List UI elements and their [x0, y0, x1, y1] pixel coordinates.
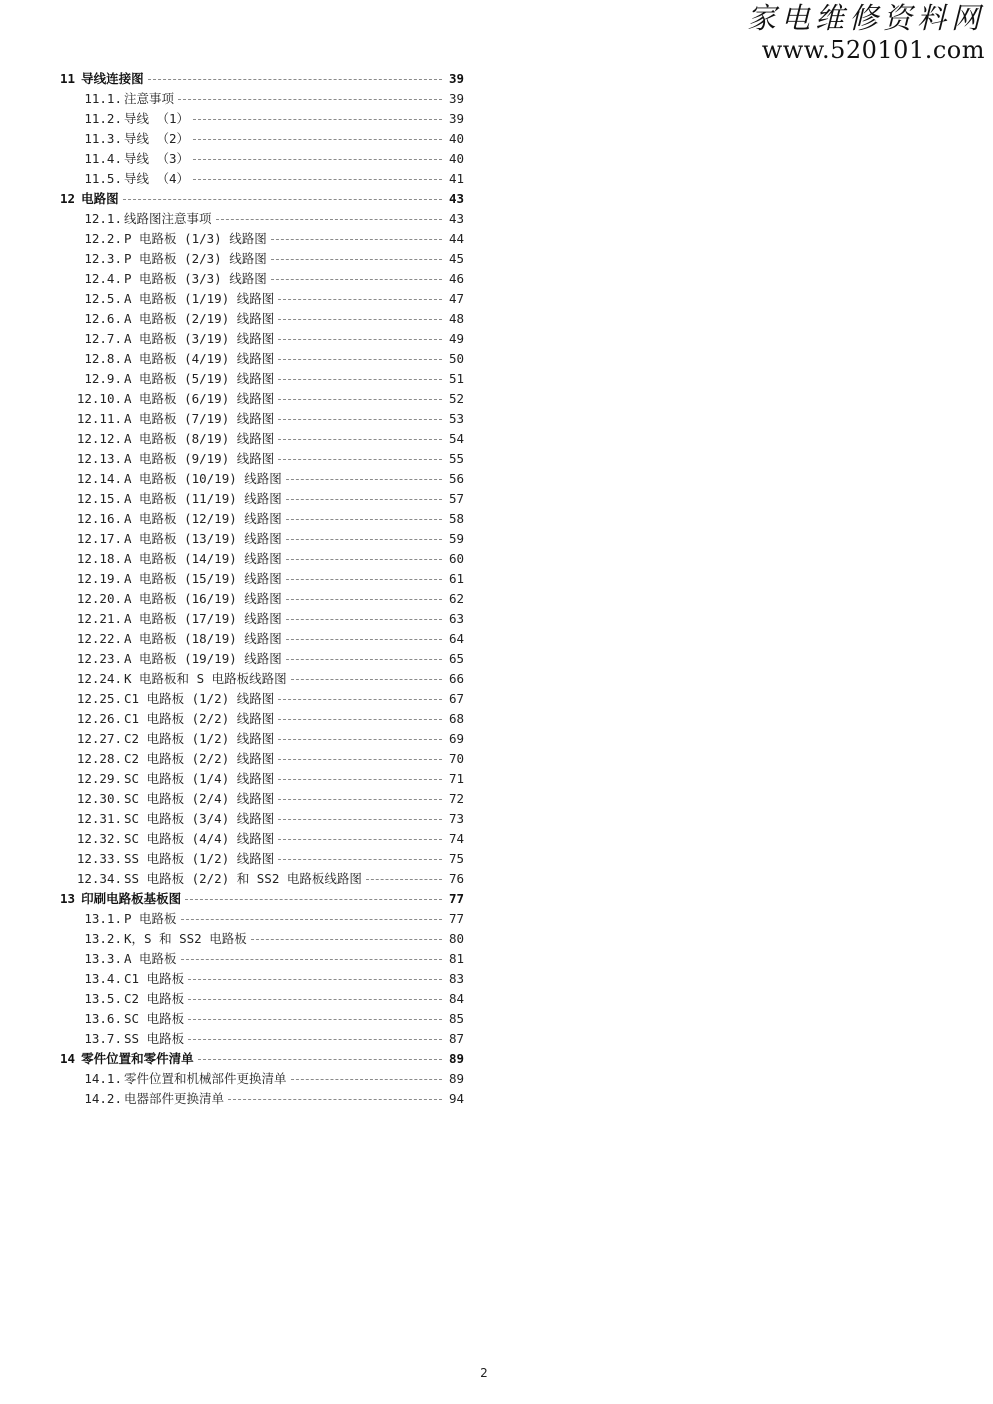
toc-entry-page: 58 [448, 510, 464, 526]
toc-entry-label: A 电路板 (14/19) 线路图 [124, 551, 282, 566]
toc-entry-page: 44 [448, 230, 464, 246]
toc-section-entry[interactable] [60, 128, 464, 148]
toc-dot-leader [123, 199, 442, 200]
toc-section-entry[interactable] [60, 308, 464, 328]
toc-entry-number: 13.1. [84, 910, 122, 926]
toc-section-entry[interactable] [60, 968, 464, 988]
toc-entry-number: 12.1. [84, 210, 122, 226]
toc-entry-page: 89 [448, 1050, 464, 1066]
toc-entry-label: P 电路板 (3/3) 线路图 [124, 271, 267, 286]
toc-dot-leader [286, 519, 442, 520]
toc-chapter-entry[interactable] [60, 1048, 464, 1068]
toc-dot-leader [286, 599, 442, 600]
toc-dot-leader [286, 579, 442, 580]
toc-section-entry[interactable] [60, 328, 464, 348]
toc-dot-leader [286, 639, 442, 640]
toc-section-entry[interactable] [60, 848, 464, 868]
toc-dot-leader [291, 1079, 442, 1080]
toc-dot-leader [278, 419, 442, 420]
toc-section-entry[interactable] [60, 1028, 464, 1048]
toc-dot-leader [251, 939, 442, 940]
toc-entry-label: SC 电路板 (4/4) 线路图 [124, 831, 275, 846]
toc-dot-leader [278, 839, 442, 840]
toc-section-entry[interactable] [60, 88, 464, 108]
toc-entry-page: 84 [448, 990, 464, 1006]
toc-entry-page: 77 [448, 890, 464, 906]
toc-entry-number: 12.30. [76, 790, 122, 806]
toc-dot-leader [286, 619, 442, 620]
toc-entry-number: 14.1. [84, 1070, 122, 1086]
toc-entry-label: C1 电路板 [124, 971, 185, 986]
toc-dot-leader [193, 179, 442, 180]
toc-section-entry[interactable] [60, 728, 464, 748]
toc-entry-label: A 电路板 (13/19) 线路图 [124, 531, 282, 546]
toc-dot-leader [278, 399, 442, 400]
toc-entry-label: C2 电路板 (2/2) 线路图 [124, 751, 275, 766]
toc-entry-page: 63 [448, 610, 464, 626]
toc-entry-number: 12.11. [76, 410, 122, 426]
toc-dot-leader [193, 119, 442, 120]
toc-entry-page: 76 [448, 870, 464, 886]
toc-dot-leader [278, 739, 442, 740]
toc-entry-label: A 电路板 (9/19) 线路图 [124, 451, 275, 466]
toc-entry-number: 12.8. [84, 350, 122, 366]
toc-section-entry[interactable] [60, 428, 464, 448]
toc-entry-page: 70 [448, 750, 464, 766]
toc-entry-page: 67 [448, 690, 464, 706]
toc-entry-number: 13.2. [84, 930, 122, 946]
toc-entry-number: 12.33. [76, 850, 122, 866]
toc-dot-leader [286, 479, 442, 480]
toc-entry-number: 12.20. [76, 590, 122, 606]
toc-dot-leader [278, 379, 442, 380]
toc-entry-label: SC 电路板 (1/4) 线路图 [124, 771, 275, 786]
toc-entry-page: 61 [448, 570, 464, 586]
toc-entry-number: 12.17. [76, 530, 122, 546]
toc-entry-page: 81 [448, 950, 464, 966]
toc-entry-label: A 电路板 (8/19) 线路图 [124, 431, 275, 446]
toc-section-entry[interactable] [60, 268, 464, 288]
toc-entry-number: 11.4. [84, 150, 122, 166]
toc-entry-page: 66 [448, 670, 464, 686]
toc-entry-page: 73 [448, 810, 464, 826]
toc-dot-leader [366, 879, 442, 880]
toc-entry-label: 导线连接图 [81, 71, 144, 86]
toc-entry-number: 12.7. [84, 330, 122, 346]
toc-entry-page: 74 [448, 830, 464, 846]
toc-entry-label: A 电路板 (11/19) 线路图 [124, 491, 282, 506]
toc-dot-leader [286, 539, 442, 540]
toc-entry-label: 导线 （3） [124, 151, 190, 166]
toc-entry-label: A 电路板 (15/19) 线路图 [124, 571, 282, 586]
toc-dot-leader [181, 919, 442, 920]
toc-dot-leader [278, 319, 442, 320]
toc-section-entry[interactable] [60, 448, 464, 468]
toc-entry-label: A 电路板 (10/19) 线路图 [124, 471, 282, 486]
toc-entry-label: A 电路板 (3/19) 线路图 [124, 331, 275, 346]
toc-entry-label: C1 电路板 (1/2) 线路图 [124, 691, 275, 706]
toc-section-entry[interactable] [60, 148, 464, 168]
toc-entry-number: 12.24. [76, 670, 122, 686]
toc-entry-page: 69 [448, 730, 464, 746]
toc-entry-number: 13.6. [84, 1010, 122, 1026]
toc-section-entry[interactable] [60, 288, 464, 308]
toc-entry-page: 51 [448, 370, 464, 386]
toc-entry-page: 52 [448, 390, 464, 406]
toc-entry-number: 11.3. [84, 130, 122, 146]
toc-entry-label: 导线 （2） [124, 131, 190, 146]
toc-dot-leader [271, 239, 442, 240]
toc-entry-page: 77 [448, 910, 464, 926]
toc-section-entry[interactable] [60, 108, 464, 128]
toc-dot-leader [278, 459, 442, 460]
toc-entry-label: SS 电路板 (2/2) 和 SS2 电路板线路图 [124, 871, 362, 886]
toc-section-entry[interactable] [60, 548, 464, 568]
toc-entry-label: P 电路板 (1/3) 线路图 [124, 231, 267, 246]
page-number: 2 [480, 1366, 488, 1380]
toc-entry-number: 12.27. [76, 730, 122, 746]
toc-entry-page: 64 [448, 630, 464, 646]
toc-dot-leader [286, 499, 442, 500]
toc-entry-label: P 电路板 (2/3) 线路图 [124, 251, 267, 266]
toc-entry-number: 14 [60, 1050, 76, 1066]
toc-section-entry[interactable] [60, 168, 464, 188]
toc-entry-page: 83 [448, 970, 464, 986]
toc-entry-number: 12 [60, 190, 76, 206]
toc-entry-number: 13.7. [84, 1030, 122, 1046]
toc-dot-leader [278, 299, 442, 300]
toc-entry-page: 80 [448, 930, 464, 946]
toc-dot-leader [286, 559, 442, 560]
toc-entry-number: 12.31. [76, 810, 122, 826]
toc-section-entry[interactable] [60, 488, 464, 508]
toc-dot-leader [278, 359, 442, 360]
toc-entry-page: 40 [448, 130, 464, 146]
toc-entry-page: 54 [448, 430, 464, 446]
toc-entry-number: 12.10. [76, 390, 122, 406]
toc-section-entry[interactable] [60, 708, 464, 728]
toc-entry-page: 94 [448, 1090, 464, 1106]
toc-dot-leader [188, 979, 442, 980]
toc-entry-page: 46 [448, 270, 464, 286]
toc-section-entry[interactable] [60, 688, 464, 708]
toc-dot-leader [181, 959, 442, 960]
toc-dot-leader [278, 339, 442, 340]
toc-entry-page: 39 [448, 70, 464, 86]
toc-section-entry[interactable] [60, 208, 464, 228]
toc-entry-number: 12.23. [76, 650, 122, 666]
toc-entry-page: 50 [448, 350, 464, 366]
toc-entry-number: 11.5. [84, 170, 122, 186]
toc-dot-leader [286, 659, 442, 660]
toc-entry-label: 线路图注意事项 [124, 211, 212, 226]
toc-section-entry[interactable] [60, 588, 464, 608]
toc-dot-leader [193, 159, 442, 160]
toc-entry-number: 13.4. [84, 970, 122, 986]
toc-dot-leader [271, 279, 442, 280]
toc-entry-page: 71 [448, 770, 464, 786]
toc-entry-label: 印刷电路板基板图 [81, 891, 182, 906]
toc-entry-number: 12.25. [76, 690, 122, 706]
toc-dot-leader [278, 439, 442, 440]
toc-dot-leader [228, 1099, 442, 1100]
toc-dot-leader [185, 899, 442, 900]
toc-entry-page: 65 [448, 650, 464, 666]
toc-entry-number: 12.15. [76, 490, 122, 506]
toc-entry-page: 55 [448, 450, 464, 466]
toc-entry-page: 43 [448, 190, 464, 206]
toc-entry-page: 68 [448, 710, 464, 726]
toc-section-entry[interactable] [60, 908, 464, 928]
toc-entry-label: C1 电路板 (2/2) 线路图 [124, 711, 275, 726]
toc-section-entry[interactable] [60, 1088, 464, 1108]
toc-section-entry[interactable] [60, 608, 464, 628]
toc-section-entry[interactable] [60, 988, 464, 1008]
toc-entry-label: A 电路板 (1/19) 线路图 [124, 291, 275, 306]
toc-entry-label: K，S 和 SS2 电路板 [124, 931, 247, 946]
toc-entry-label: A 电路板 (19/19) 线路图 [124, 651, 282, 666]
toc-section-entry[interactable] [60, 808, 464, 828]
toc-entry-label: 电器部件更换清单 [124, 1091, 225, 1106]
toc-entry-label: K 电路板和 S 电路板线路图 [124, 671, 287, 686]
toc-entry-number: 12.19. [76, 570, 122, 586]
toc-entry-label: A 电路板 (7/19) 线路图 [124, 411, 275, 426]
toc-chapter-entry[interactable] [60, 188, 464, 208]
toc-entry-number: 12.12. [76, 430, 122, 446]
toc-entry-label: C2 电路板 (1/2) 线路图 [124, 731, 275, 746]
toc-entry-number: 12.26. [76, 710, 122, 726]
toc-section-entry[interactable] [60, 648, 464, 668]
site-watermark [746, 1, 985, 64]
toc-entry-page: 39 [448, 90, 464, 106]
toc-entry-page: 48 [448, 310, 464, 326]
toc-entry-label: 电路图 [81, 191, 119, 206]
toc-entry-number: 12.9. [84, 370, 122, 386]
toc-section-entry[interactable] [60, 768, 464, 788]
toc-entry-label: 零件位置和零件清单 [81, 1051, 194, 1066]
toc-entry-page: 57 [448, 490, 464, 506]
toc-dot-leader [278, 819, 442, 820]
toc-dot-leader [193, 139, 442, 140]
toc-entry-page: 40 [448, 150, 464, 166]
toc-entry-page: 53 [448, 410, 464, 426]
watermark-title: 家电维修资料网 [746, 1, 985, 35]
toc-section-entry[interactable] [60, 528, 464, 548]
toc-dot-leader [278, 719, 442, 720]
toc-entry-number: 11.2. [84, 110, 122, 126]
toc-entry-page: 75 [448, 850, 464, 866]
toc-entry-label: SS 电路板 (1/2) 线路图 [124, 851, 275, 866]
toc-entry-label: SS 电路板 [124, 1031, 185, 1046]
toc-entry-number: 12.13. [76, 450, 122, 466]
toc-section-entry[interactable] [60, 748, 464, 768]
toc-section-entry[interactable] [60, 568, 464, 588]
toc-dot-leader [148, 79, 442, 80]
toc-entry-page: 49 [448, 330, 464, 346]
toc-entry-label: 零件位置和机械部件更换清单 [124, 1071, 287, 1086]
toc-entry-number: 11 [60, 70, 76, 86]
toc-dot-leader [278, 699, 442, 700]
toc-section-entry[interactable] [60, 248, 464, 268]
watermark-url: www.520101.com [761, 36, 985, 64]
toc-entry-page: 87 [448, 1030, 464, 1046]
toc-dot-leader [216, 219, 442, 220]
toc-entry-number: 12.2. [84, 230, 122, 246]
toc-dot-leader [188, 1019, 442, 1020]
toc-entry-label: A 电路板 (18/19) 线路图 [124, 631, 282, 646]
toc-entry-number: 12.6. [84, 310, 122, 326]
toc-entry-label: A 电路板 (12/19) 线路图 [124, 511, 282, 526]
toc-entry-page: 72 [448, 790, 464, 806]
toc-section-entry[interactable] [60, 628, 464, 648]
toc-dot-leader [291, 679, 442, 680]
toc-entry-number: 12.22. [76, 630, 122, 646]
toc-dot-leader [278, 859, 442, 860]
toc-entry-number: 12.3. [84, 250, 122, 266]
toc-entry-page: 85 [448, 1010, 464, 1026]
table-of-contents [60, 68, 464, 1108]
toc-dot-leader [278, 799, 442, 800]
toc-section-entry[interactable] [60, 868, 464, 888]
toc-entry-label: SC 电路板 (2/4) 线路图 [124, 791, 275, 806]
toc-entry-page: 45 [448, 250, 464, 266]
toc-section-entry[interactable] [60, 948, 464, 968]
toc-entry-label: 注意事项 [124, 91, 175, 106]
toc-entry-page: 89 [448, 1070, 464, 1086]
toc-entry-label: 导线 （1） [124, 111, 190, 126]
toc-dot-leader [198, 1059, 442, 1060]
toc-entry-label: SC 电路板 (3/4) 线路图 [124, 811, 275, 826]
toc-entry-number: 13.3. [84, 950, 122, 966]
toc-section-entry[interactable] [60, 228, 464, 248]
toc-entry-page: 43 [448, 210, 464, 226]
toc-chapter-entry[interactable] [60, 68, 464, 88]
toc-entry-label: SC 电路板 [124, 1011, 185, 1026]
toc-section-entry[interactable] [60, 408, 464, 428]
toc-entry-number: 12.18. [76, 550, 122, 566]
toc-section-entry[interactable] [60, 348, 464, 368]
toc-section-entry[interactable] [60, 928, 464, 948]
toc-entry-label: 导线 （4） [124, 171, 190, 186]
toc-section-entry[interactable] [60, 1008, 464, 1028]
toc-dot-leader [278, 779, 442, 780]
toc-dot-leader [278, 759, 442, 760]
toc-entry-number: 12.16. [76, 510, 122, 526]
toc-entry-number: 12.32. [76, 830, 122, 846]
toc-entry-page: 59 [448, 530, 464, 546]
toc-entry-label: A 电路板 (16/19) 线路图 [124, 591, 282, 606]
toc-section-entry[interactable] [60, 1068, 464, 1088]
toc-entry-page: 62 [448, 590, 464, 606]
toc-entry-number: 12.29. [76, 770, 122, 786]
toc-entry-page: 60 [448, 550, 464, 566]
toc-section-entry[interactable] [60, 668, 464, 688]
toc-entry-label: P 电路板 [124, 911, 177, 926]
toc-entry-number: 12.14. [76, 470, 122, 486]
toc-chapter-entry[interactable] [60, 888, 464, 908]
toc-dot-leader [188, 999, 442, 1000]
toc-entry-page: 56 [448, 470, 464, 486]
toc-entry-page: 41 [448, 170, 464, 186]
toc-dot-leader [271, 259, 442, 260]
toc-section-entry[interactable] [60, 828, 464, 848]
toc-entry-number: 12.5. [84, 290, 122, 306]
toc-entry-number: 14.2. [84, 1090, 122, 1106]
toc-entry-number: 12.4. [84, 270, 122, 286]
toc-section-entry[interactable] [60, 368, 464, 388]
toc-section-entry[interactable] [60, 468, 464, 488]
toc-entry-number: 12.34. [76, 870, 122, 886]
toc-section-entry[interactable] [60, 788, 464, 808]
toc-entry-label: A 电路板 (4/19) 线路图 [124, 351, 275, 366]
toc-entry-label: C2 电路板 [124, 991, 185, 1006]
toc-section-entry[interactable] [60, 388, 464, 408]
toc-entry-page: 47 [448, 290, 464, 306]
toc-entry-label: A 电路板 (17/19) 线路图 [124, 611, 282, 626]
toc-entry-number: 12.21. [76, 610, 122, 626]
toc-entry-number: 13.5. [84, 990, 122, 1006]
toc-dot-leader [188, 1039, 442, 1040]
toc-entry-label: A 电路板 (5/19) 线路图 [124, 371, 275, 386]
toc-entry-number: 13 [60, 890, 76, 906]
toc-dot-leader [178, 99, 442, 100]
toc-entry-label: A 电路板 (2/19) 线路图 [124, 311, 275, 326]
toc-entry-number: 12.28. [76, 750, 122, 766]
toc-entry-page: 39 [448, 110, 464, 126]
toc-entry-number: 11.1. [84, 90, 122, 106]
toc-entry-label: A 电路板 [124, 951, 177, 966]
toc-entry-label: A 电路板 (6/19) 线路图 [124, 391, 275, 406]
toc-section-entry[interactable] [60, 508, 464, 528]
